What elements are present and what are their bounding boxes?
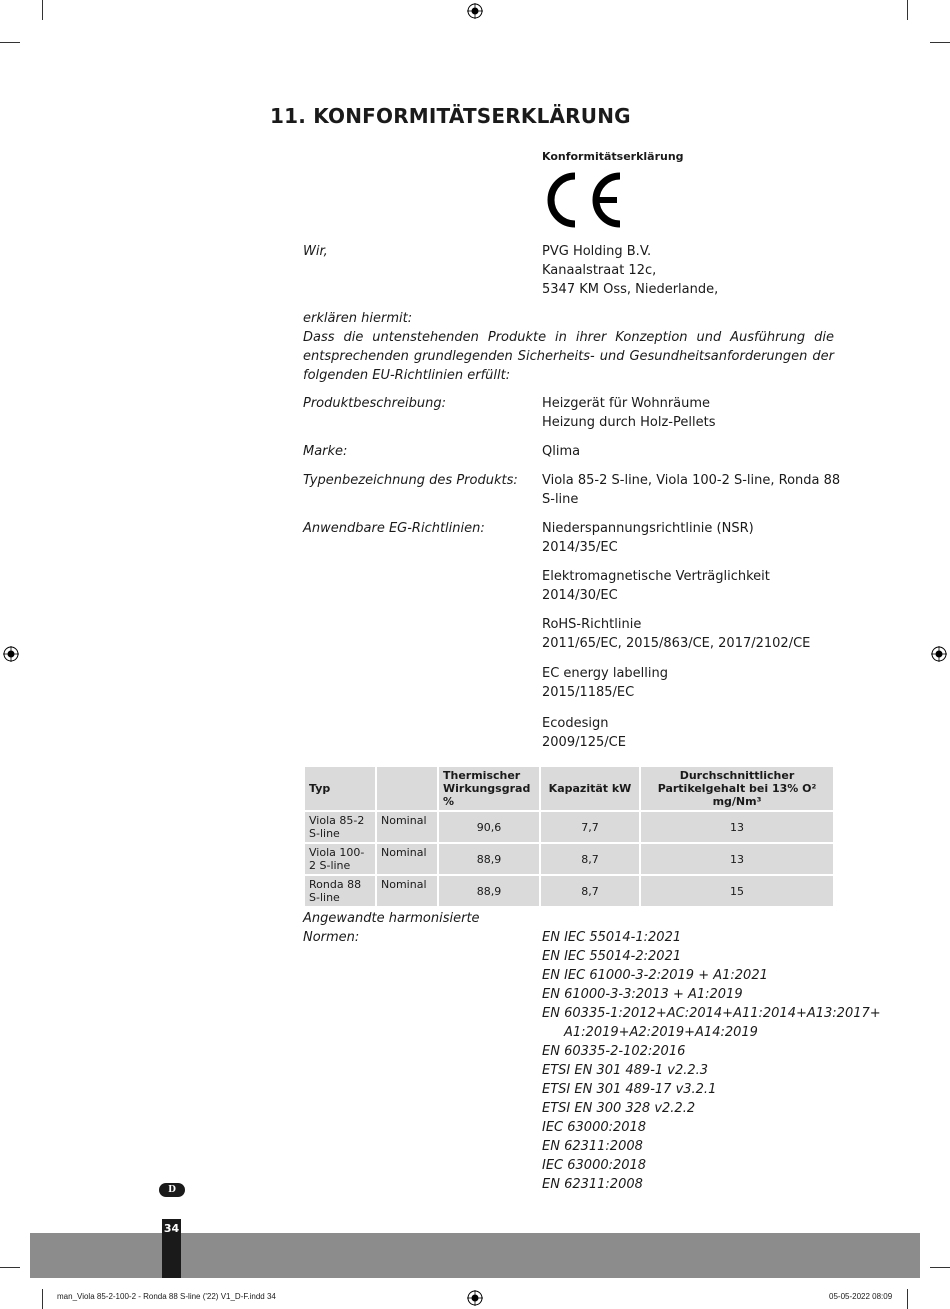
directive-name: Elektromagnetische Verträglichkeit — [542, 569, 770, 584]
crop-mark — [0, 1267, 20, 1268]
ce-caption: Konformitätserklärung — [542, 150, 684, 163]
directive-name: EC energy labelling — [542, 666, 669, 681]
table-cell: Viola 85-2 S-line — [305, 812, 375, 842]
table-cell: 13 — [641, 844, 833, 874]
standard-item: EN 60335-2-102:2016 — [542, 1044, 686, 1059]
declarant-address — [542, 242, 718, 299]
print-slug-filename: man_Viola 85-2-100-2 - Ronda 88 S-line ('22) V1_D-F.indd 34 — [57, 1292, 276, 1301]
ce-mark-icon — [541, 170, 623, 230]
table-cell: 8,7 — [541, 876, 639, 906]
registration-mark-icon — [3, 646, 19, 662]
directive-ref: 2011/65/EC, 2015/863/CE, 2017/2102/CE — [542, 636, 811, 651]
directive-name: Ecodesign — [542, 716, 609, 731]
table-cell: Nominal — [377, 876, 437, 906]
standard-item: EN 61000-3-3:2013 + A1:2019 — [542, 987, 743, 1002]
declaration-intro: erklären hiermit: — [303, 311, 413, 326]
language-badge: D — [159, 1183, 185, 1197]
print-slug-timestamp: 05-05-2022 08:09 — [829, 1292, 893, 1301]
registration-mark-icon — [467, 3, 483, 19]
table-row — [305, 844, 833, 874]
directive-item — [542, 664, 668, 702]
standard-item: EN IEC 55014-1:2021 — [542, 930, 682, 945]
crop-mark — [907, 1289, 908, 1309]
address-line: Kanaalstraat 12c, — [542, 263, 657, 278]
standard-item: EN 60335-1:2012+AC:2014+A11:2014+A13:2017+ — [542, 1006, 881, 1021]
directive-ref: 2014/35/EC — [542, 540, 618, 555]
table-cell: 7,7 — [541, 812, 639, 842]
standard-item: IEC 63000:2018 — [542, 1120, 647, 1135]
column-header: Durchschnittlicher Partikelgehalt bei 13% O² mg/Nm³ — [641, 767, 833, 810]
table-row — [305, 876, 833, 906]
directive-item — [542, 714, 626, 752]
declaration-body: Dass die untenstehenden Produkte in ihrer Konzeption und Ausführung die entsprechenden grundlegenden Sicherheits- und Gesundheitsanforderungen der folgenden EU-Richtlinien erfüllt: — [303, 330, 834, 383]
directive-name: RoHS-Richtlinie — [542, 617, 642, 632]
declaration-text — [303, 309, 834, 385]
page-title: 11. KONFORMITÄTSERKLÄRUNG — [270, 104, 631, 128]
product-description-label: Produktbeschreibung: — [303, 396, 446, 411]
directive-item — [542, 567, 770, 605]
column-header: Thermischer Wirkungsgrad % — [439, 767, 539, 810]
table-cell: 88,9 — [439, 876, 539, 906]
declarant-label: Wir, — [303, 244, 328, 259]
table-row — [305, 812, 833, 842]
type-designation-value — [542, 471, 840, 509]
product-description-value — [542, 394, 715, 432]
standards-label-line: Normen: — [303, 930, 360, 945]
crop-mark — [907, 0, 908, 20]
standards-label-line: Angewandte harmonisierte — [303, 911, 480, 926]
directive-ref: 2014/30/EC — [542, 588, 618, 603]
standard-item: A1:2019+A2:2019+A14:2019 — [564, 1025, 758, 1040]
standard-item: ETSI EN 300 328 v2.2.2 — [542, 1101, 696, 1116]
brand-label: Marke: — [303, 444, 348, 459]
table-cell: 8,7 — [541, 844, 639, 874]
table-cell: Ronda 88 S-line — [305, 876, 375, 906]
specs-table — [303, 765, 835, 908]
value-line: Heizgerät für Wohnräume — [542, 396, 711, 411]
table-header-row — [305, 767, 833, 810]
directive-name: Niederspannungsrichtlinie (NSR) — [542, 521, 754, 536]
table-cell: 90,6 — [439, 812, 539, 842]
standard-item: EN IEC 55014-2:2021 — [542, 949, 682, 964]
standard-item: IEC 63000:2018 — [542, 1158, 647, 1173]
crop-mark — [930, 42, 950, 43]
standard-item: EN IEC 61000-3-2:2019 + A1:2021 — [542, 968, 768, 983]
directives-label: Anwendbare EG-Richtlinien: — [303, 521, 485, 536]
value-line: S-line — [542, 492, 579, 507]
table-cell: Nominal — [377, 812, 437, 842]
table-cell: Viola 100-2 S-line — [305, 844, 375, 874]
column-header: Kapazität kW — [541, 767, 639, 810]
directive-item — [542, 615, 810, 653]
column-header: Typ — [305, 767, 375, 810]
directive-item — [542, 519, 754, 557]
table-cell: 13 — [641, 812, 833, 842]
standard-item: EN 62311:2008 — [542, 1139, 643, 1154]
crop-mark — [930, 1267, 950, 1268]
registration-mark-icon — [931, 646, 947, 662]
standards-label — [303, 909, 480, 947]
crop-mark — [42, 1289, 43, 1309]
value-line: Viola 85-2 S-line, Viola 100-2 S-line, Ronda 88 — [542, 473, 841, 488]
standards-list — [542, 928, 881, 1194]
standard-item: EN 62311:2008 — [542, 1177, 643, 1192]
registration-mark-icon — [467, 1290, 483, 1306]
table-cell: Nominal — [377, 844, 437, 874]
type-designation-label: Typenbezeichnung des Produkts: — [303, 473, 518, 488]
directive-ref: 2015/1185/EC — [542, 685, 635, 700]
brand-value: Qlima — [542, 444, 581, 459]
table-cell: 88,9 — [439, 844, 539, 874]
standard-item: ETSI EN 301 489-17 v3.2.1 — [542, 1082, 717, 1097]
table-cell: 15 — [641, 876, 833, 906]
crop-mark — [0, 42, 20, 43]
directive-ref: 2009/125/CE — [542, 735, 626, 750]
crop-mark — [42, 0, 43, 20]
address-line: 5347 KM Oss, Niederlande, — [542, 282, 719, 297]
address-line: PVG Holding B.V. — [542, 244, 652, 259]
page-number: 34 — [162, 1219, 181, 1278]
value-line: Heizung durch Holz-Pellets — [542, 415, 716, 430]
column-header — [377, 767, 437, 810]
standard-item: ETSI EN 301 489-1 v2.2.3 — [542, 1063, 709, 1078]
